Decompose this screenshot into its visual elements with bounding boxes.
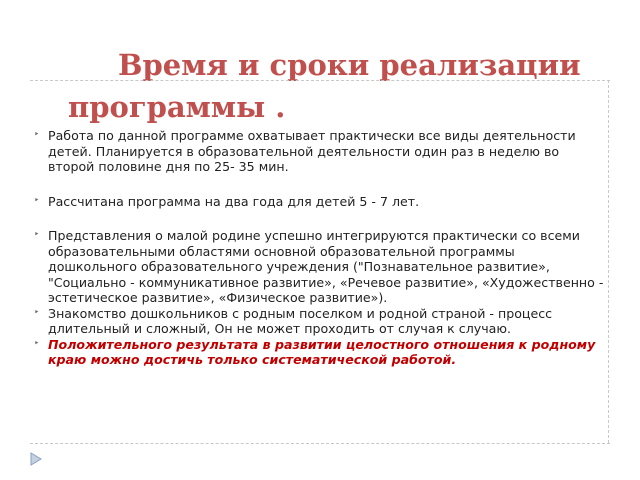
bullet-icon: ‣	[34, 338, 40, 349]
bottom-divider	[30, 443, 610, 444]
list-item-text: Работа по данной программе охватывает практически все виды деятельности детей. Планируется в образовательной деятельности один раз в неделю во второй половине дня по 25- 35 мин.	[48, 128, 576, 174]
list-item-text: Представления о малой родине успешно интегрируются практически со всеми образовательными областями основной образовательной программы дошкольного образовательного учреждения ("Познавательное развитие», "Социально - коммуникативное развитие», «Речевое развитие», «Художественно - эстетическое развитие», «Физическое развитие»).	[48, 228, 604, 305]
right-divider	[608, 80, 609, 443]
bullet-icon: ‣	[34, 230, 40, 240]
list-item-text: Знакомство дошкольников с родным поселком и родной страной - процесс длительный и сложный, Он не может проходить от случая к случаю.	[48, 305, 553, 336]
slide-title-line-2: программы .	[68, 90, 286, 124]
list-item	[34, 194, 606, 210]
list-item-emphasis-text: Положительного результата в развитии целостного отношения к родному краю можно достичь только систематической работой.	[48, 336, 596, 367]
list-item	[34, 306, 606, 337]
top-divider	[30, 80, 610, 81]
slide-title	[0, 44, 640, 128]
list-item-text: Рассчитана программа на два года для детей 5 - 7 лет.	[48, 193, 420, 209]
bullet-icon: ‣	[34, 195, 40, 206]
slide-title-line-1: Время и сроки реализации	[118, 48, 581, 82]
list-item	[34, 228, 606, 306]
slide-corner-arrow-icon	[30, 452, 42, 466]
list-item	[34, 337, 606, 368]
list-item	[34, 128, 606, 175]
bullet-icon: ‣	[34, 307, 40, 318]
bullet-list	[34, 128, 606, 368]
bullet-icon: ‣	[34, 130, 40, 140]
